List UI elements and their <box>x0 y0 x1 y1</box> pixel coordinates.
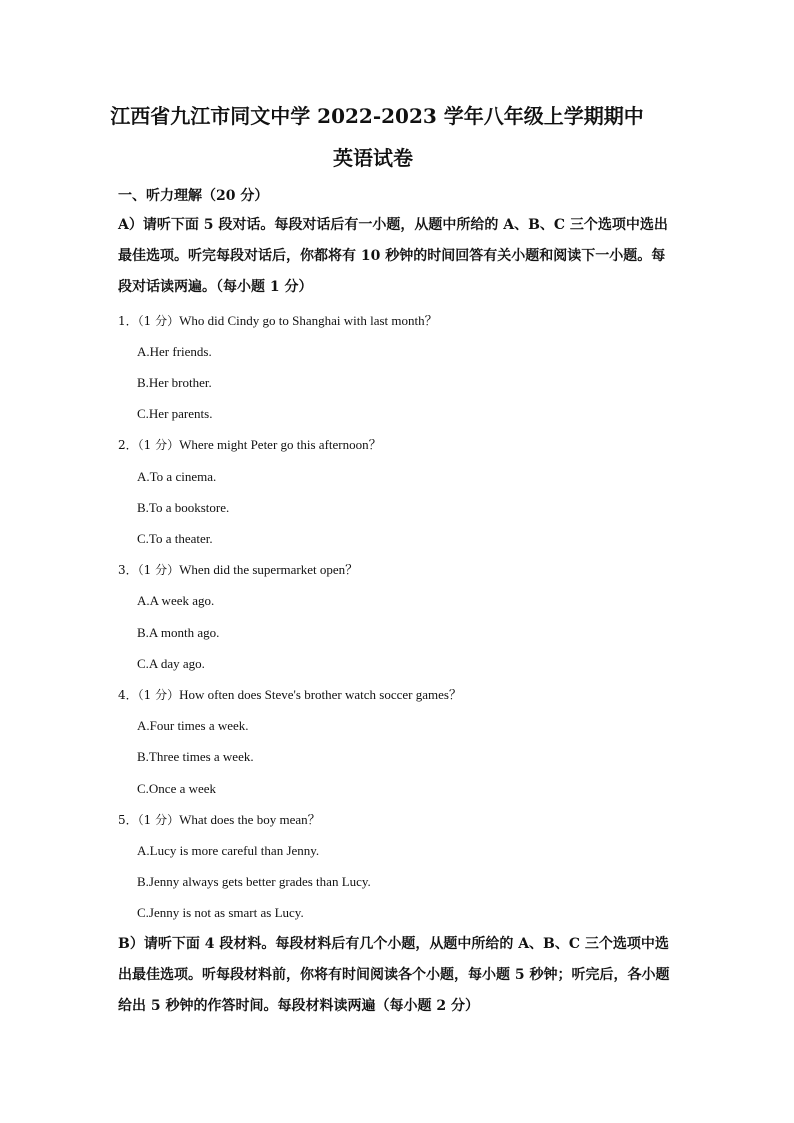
option-3c: C.A day ago. <box>137 656 205 671</box>
question-number: 2． <box>118 438 138 452</box>
option-1a: A.Her friends. <box>137 344 212 359</box>
option-5a: A.Lucy is more careful than Jenny. <box>137 843 320 858</box>
question-3 <box>118 562 358 578</box>
question-text: Who did Cindy go to Shanghai with last month？ <box>179 313 438 328</box>
option-4b: B.Three times a week. <box>137 749 254 764</box>
exam-title-line1: 江西省九江市同文中学 2022-2023 学年八年级上学期期中 <box>110 104 644 128</box>
option-2a: A.To a cinema. <box>137 469 217 484</box>
section-heading-listening: 一、听力理解（20 分） <box>118 188 269 204</box>
option-2c: C.To a theater. <box>137 531 213 546</box>
exam-title-line2: 英语试卷 <box>333 146 413 170</box>
option-5c: C.Jenny is not as smart as Lucy. <box>137 905 304 920</box>
option-3b: B.A month ago. <box>137 625 220 640</box>
part-a-instructions: A）请听下面 5 段对话。每段对话后有一小题，从题中所给的 A、B、C 三个选项中选出最佳选项。听完每段对话后，你都将有 10 秒钟的时间回答有关小题和阅读下一小题。每段对话读两遍。（每小题 1 分） <box>118 217 668 295</box>
option-4a: A.Four times a week. <box>137 718 249 733</box>
option-2b: B.To a bookstore. <box>137 500 230 515</box>
question-score: （1 分） <box>137 813 180 827</box>
question-number: 3． <box>118 563 138 577</box>
option-1b: B.Her brother. <box>137 375 212 390</box>
option-4c: C.Once a week <box>137 781 217 796</box>
question-text: When did the supermarket open？ <box>179 562 359 577</box>
option-1c: C.Her parents. <box>137 406 213 421</box>
question-score: （1 分） <box>137 314 180 328</box>
question-2 <box>118 437 382 453</box>
question-score: （1 分） <box>137 688 180 702</box>
question-text: How often does Steve's brother watch soccer games？ <box>179 687 462 702</box>
question-5 <box>118 812 321 828</box>
question-score: （1 分） <box>137 438 180 452</box>
question-number: 4． <box>118 688 138 702</box>
question-text: What does the boy mean？ <box>179 812 321 827</box>
question-number: 1． <box>118 314 138 328</box>
question-text: Where might Peter go this afternoon？ <box>179 437 382 452</box>
question-4 <box>118 687 462 703</box>
question-number: 5． <box>118 813 138 827</box>
option-3a: A.A week ago. <box>137 593 215 608</box>
question-score: （1 分） <box>137 563 180 577</box>
part-b-instructions: B）请听下面 4 段材料。每段材料后有几个小题，从题中所给的 A、B、C 三个选项中选出最佳选项。听每段材料前，你将有时间阅读各个小题，每小题 5 秒钟；听完后，各小题给出 5 秒钟的作答时间。每段材料读两遍（每小题 2 分） <box>118 936 670 1014</box>
option-5b: B.Jenny always gets better grades than Lucy. <box>137 874 371 889</box>
question-1 <box>118 313 438 329</box>
